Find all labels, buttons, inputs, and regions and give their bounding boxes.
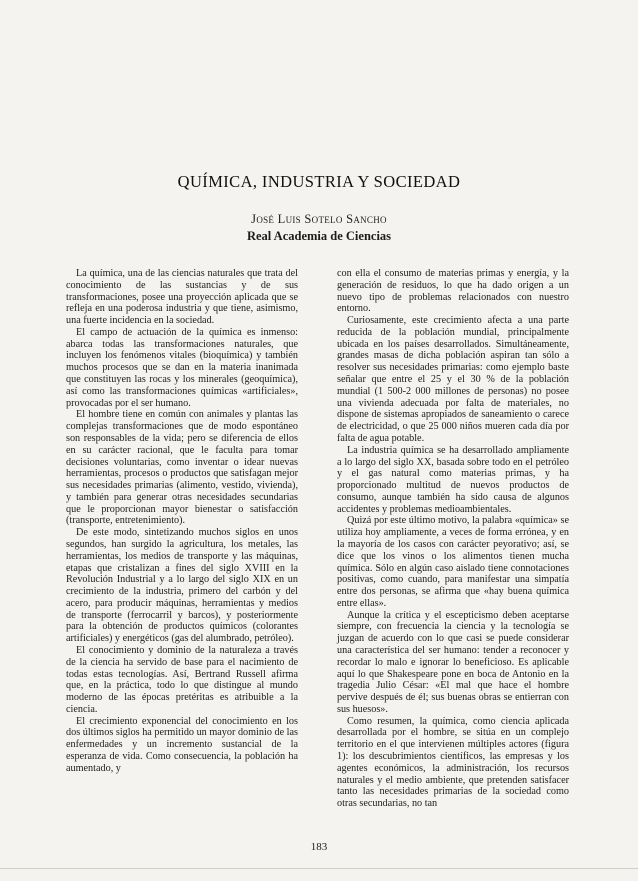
author-name: José Luis Sotelo Sancho bbox=[251, 212, 387, 226]
paragraph: De este modo, sintetizando muchos siglos en unos segundos, han surgido la agricultura, los metales, las herramientas, los medios de transporte y las máquinas, etapas que cristalizan a fines del siglo XVIII en la Revolución Industrial y a lo largo del siglo XIX en un crecimiento de la industria, primero del carbón y del acero, para producir máquinas, herramientas y medios de transporte (ferrocarril y barcos), y posteriormente para la obtención de productos químicos (colorantes artificiales) y energéticos (gas del alumbrado, petróleo). bbox=[66, 527, 298, 645]
paragraph: El campo de actuación de la química es inmenso: abarca todas las transformaciones naturales, que incluyen los fenómenos vitales (bioquímica) y también muchos procesos que se dan en la materia inanimada que constituyen las rocas y los minerales (geoquímica), así como las transformaciones químicas «artificiales», provocadas por el ser humano. bbox=[66, 326, 298, 409]
paragraph: La industria química se ha desarrollado ampliamente a lo largo del siglo XX, basada sobre todo en el petróleo y el gas natural como materias primas, y ha proporcionado multitud de nuevos productos de consumo, aunque también ha sido causa de algunos accidentes y problemas medioambientales. bbox=[337, 444, 569, 515]
paragraph: Quizá por este último motivo, la palabra «química» se utiliza hoy ampliamente, a veces de forma errónea, y en la mayoría de los casos con carácter peyorativo; así, se dice que los vinos o los alimentos tienen mucha química. Sólo en algún caso aislado tiene connotaciones positivas, como cuando, para manifestar una simpatía entre dos personas, se afirma que «hay buena química entre ellas». bbox=[337, 515, 569, 609]
paragraph: Curiosamente, este crecimiento afecta a una parte reducida de la población mundial, principalmente ubicada en los países desarrollados. Simultáneamente, grandes masas de dicha población aspiran tan sólo a resolver sus necesidades primarias: como ejemplo baste señalar que entre el 25 y el 30 % de la población mundial (1 500-2 000 millones de personas) no posee una vivienda adecuada por falta de materiales, no dispone de sistemas apropiados de saneamiento o carece de electricidad, o que 25 000 niños mueren cada día por falta de agua potable. bbox=[337, 315, 569, 444]
paragraph: La química, una de las ciencias naturales que trata del conocimiento de las sustancias y de sus transformaciones, posee una proyección aplicada que se refleja en una poderosa industria y que tiene, asimismo, una fuerte incidencia en la sociedad. bbox=[66, 268, 298, 327]
article-title: QUÍMICA, INDUSTRIA Y SOCIEDAD bbox=[177, 172, 461, 191]
paragraph: Aunque la crítica y el escepticismo deben aceptarse siempre, con frecuencia la ciencia y la tecnología se juzgan de acuerdo con lo que casi se puede considerar una característica del ser humano: tender a reconocer y recordar lo malo e ignorar lo beneficioso. Es aplicable aquí lo que Shakespeare pone en boca de Antonio en la tragedia Julio César: «El mal que hace el hombre pervive después de él; sus buenas obras se entierran con sus huesos». bbox=[337, 609, 569, 715]
paragraph-continuation: con ella el consumo de materias primas y energía, y la generación de residuos, lo que ha dado origen a un nuevo tipo de problemas relacionados con nuestro entorno. bbox=[337, 268, 569, 315]
paragraph: Como resumen, la química, como ciencia aplicada desarrollada por el hombre, se sitúa en un complejo territorio en el que intervienen múltiples actores (figura 1): los descubrimientos científicos, las empresas y los agentes económicos, la administración, los recursos naturales y el medio ambiente, que pretenden satisfacer tanto las necesidades primarias de la sociedad como otras secundarias, no tan bbox=[337, 715, 569, 810]
author-affiliation: Real Academia de Ciencias bbox=[246, 229, 392, 243]
paragraph: El crecimiento exponencial del conocimiento en los dos últimos siglos ha permitido un mayor dominio de las enfermedades y un incremento sustancial de la esperanza de vida. Como consecuencia, la población ha aumentado, y bbox=[66, 715, 298, 774]
scan-edge-line bbox=[0, 868, 638, 869]
paragraph: El hombre tiene en común con animales y plantas las complejas transformaciones que de modo espontáneo son responsables de la vida; pero se diferencia de ellos en su carácter racional, que le faculta para tomar decisiones voluntarias, como inventar o idear nuevas herramientas, procesos o productos que satisfagan mejor sus necesidades primarias (alimento, vestido, vivienda), y también para generar otras necesidades secundarias que le proporcionan mayor bienestar o satisfacción (transporte, entretenimiento). bbox=[66, 409, 298, 527]
page-number: 183 bbox=[310, 841, 328, 853]
right-column bbox=[337, 268, 569, 810]
paragraph: El conocimiento y dominio de la naturaleza a través de la ciencia ha servido de base para el nacimiento de todas estas tecnologías. Así, Bertrand Russell afirma que, en la práctica, todo lo que distingue al mundo moderno de las épocas pretéritas es atribuible a la ciencia. bbox=[66, 645, 298, 715]
left-column bbox=[66, 268, 298, 775]
